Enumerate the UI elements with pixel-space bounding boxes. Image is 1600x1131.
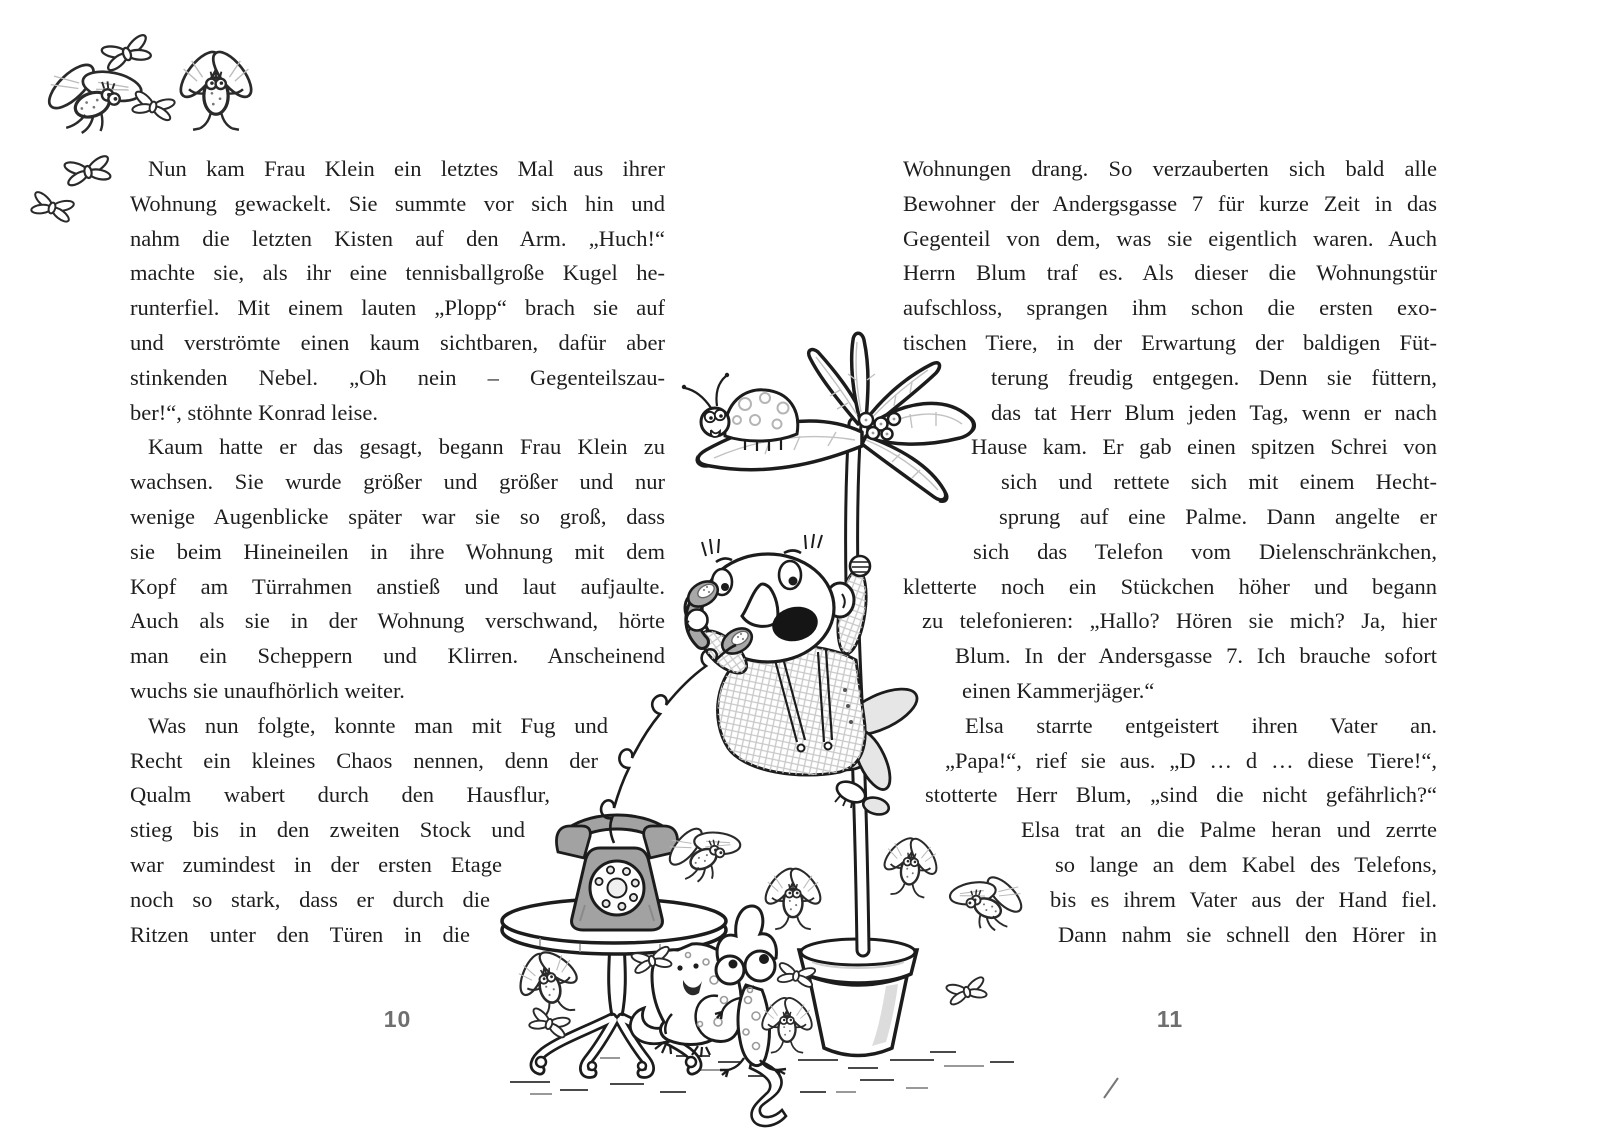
- text-line: terung freudig entgegen. Denn sie füttern,: [991, 364, 1437, 390]
- text-line: Wohnungen drang. So verzauberten sich bald alle: [903, 156, 1437, 181]
- text-line: nahm die letzten Kisten auf den Arm. „Huch!“: [130, 225, 665, 251]
- text-line: Ritzen unter den Türen in die: [130, 921, 470, 947]
- text-line: Herrn Blum traf es. Als dieser die Wohnungstür: [903, 260, 1437, 286]
- text-line: Nun kam Frau Klein ein letztes Mal aus ihrer: [148, 156, 665, 181]
- left-page-text: [130, 152, 665, 952]
- text-line: man ein Scheppern und Klirren. Anscheinend: [130, 643, 665, 669]
- flower-pot-icon: [799, 939, 917, 1056]
- text-line: und verströmte einen kaum sichtbaren, dafür aber: [130, 329, 665, 355]
- text-line: einen Kammerjäger.“: [962, 677, 1155, 703]
- text-line: stieg bis in den zweiten Stock und: [130, 817, 525, 843]
- page-number-right: 11: [1156, 1006, 1184, 1032]
- text-line: sich und rettete sich mit einem Hecht-: [1001, 469, 1437, 495]
- text-line: das tat Herr Blum jeden Tag, wenn er nach: [991, 399, 1437, 425]
- text-line: Elsa trat an die Palme heran und zerrte: [1021, 817, 1437, 843]
- text-line: Qualm wabert durch den Hausflur,: [130, 782, 550, 808]
- text-line: kletterte noch ein Stückchen höher und begann: [903, 573, 1437, 599]
- text-line: wuchs sie unaufhörlich weiter.: [130, 677, 405, 703]
- text-line: Blum. In der Andersgasse 7. Ich brauche sofort: [955, 643, 1437, 669]
- text-line: so lange an dem Kabel des Telefons,: [1055, 851, 1437, 877]
- right-page-text: [903, 152, 1437, 952]
- text-line: Kopf am Türrahmen anstieß und laut aufjaulte.: [130, 573, 665, 599]
- text-line: Was nun folgte, konnte man mit Fug und: [148, 712, 608, 738]
- text-line: bis es ihrem Vater aus der Hand fiel.: [1050, 886, 1437, 912]
- text-line: Kaum hatte er das gesagt, begann Frau Klein zu: [148, 434, 665, 460]
- text-line: machte sie, als ihr eine tennisballgroße Kugel he-: [130, 260, 665, 286]
- text-line: Hause kam. Er gab einen spitzen Schrei von: [971, 434, 1437, 460]
- text-line: Bewohner der Andergsgasse 7 für kurze Zeit in das: [903, 190, 1437, 216]
- text-line: zu telefonieren: „Hallo? Hören sie mich? Ja, hier: [922, 608, 1437, 634]
- text-line: sie beim Hineineilen in ihre Wohnung mit dem: [130, 538, 665, 564]
- man-climbing-palm: [684, 534, 924, 817]
- text-line: stinkenden Nebel. „Oh nein – Gegenteilszau-: [130, 364, 665, 390]
- text-line: „Papa!“, rief sie aus. „D … d … diese Tiere!“,: [945, 747, 1437, 773]
- text-line: aufschloss, sprangen ihm schon die ersten exo-: [903, 295, 1437, 321]
- text-line: Dann nahm sie schnell den Hörer in: [1058, 921, 1437, 947]
- text-line: wachsen. Sie wurde größer und größer und nur: [130, 469, 665, 495]
- text-line: noch so stark, dass er durch die: [130, 886, 490, 912]
- text-line: sich das Telefon vom Dielenschränkchen,: [973, 538, 1437, 564]
- text-line: Wohnung gewackelt. Sie summte vor sich hin und: [130, 190, 665, 216]
- ladybug-icon: [682, 373, 798, 451]
- text-line: ber!“, stöhnte Konrad leise.: [130, 399, 379, 425]
- text-line: Gegenteil von dem, was sie eigentlich waren. Auch: [903, 225, 1437, 251]
- text-line: Auch als sie in der Wohnung verschwand, hörte: [130, 608, 665, 634]
- ground-hatching: [510, 1052, 1118, 1098]
- text-line: sprung auf eine Palme. Dann angelte er: [999, 503, 1437, 529]
- text-line: Elsa starrte entgeistert ihren Vater an.: [965, 712, 1437, 738]
- text-line: stotterte Herr Blum, „sind die nicht gefährlich?“: [925, 782, 1437, 808]
- text-line: tischen Tiere, in der Erwartung der baldigen Füt-: [903, 329, 1437, 355]
- text-line: wenige Augenblicke später war sie so groß, dass: [130, 503, 665, 529]
- text-line: Recht ein kleines Chaos nennen, denn der: [130, 747, 598, 773]
- text-line: runterfiel. Mit einem lauten „Plopp“ brach sie auf: [130, 295, 665, 321]
- text-line: war zumindest in der ersten Etage: [130, 851, 502, 877]
- page-number-left: 10: [383, 1006, 412, 1032]
